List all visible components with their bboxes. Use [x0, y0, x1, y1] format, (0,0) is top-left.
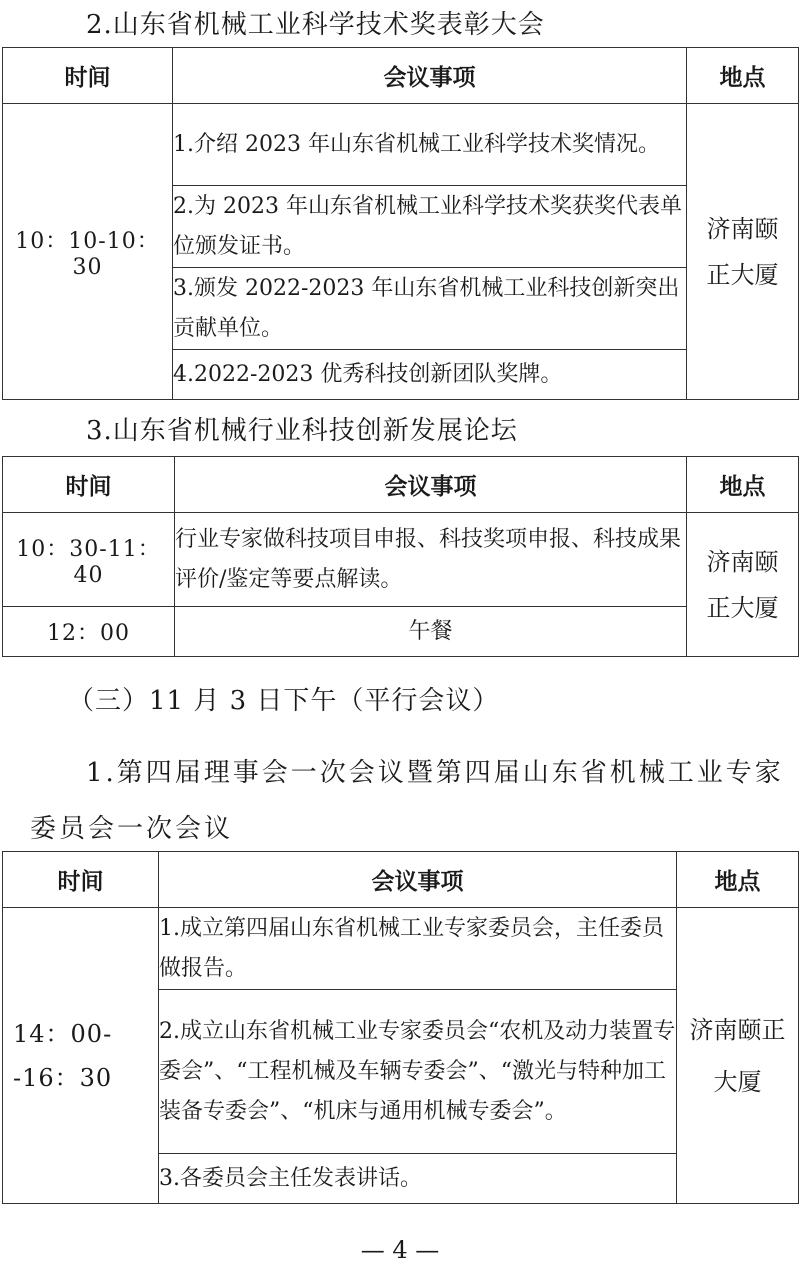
time-cell: 10：30-11：40	[3, 513, 175, 607]
header-agenda: 会议事项	[175, 457, 687, 513]
header-time: 时间	[3, 48, 173, 104]
time-cell: 12：00	[3, 607, 175, 657]
agenda-item: 行业专家做科技项目申报、科技奖项申报、科技成果评价/鉴定等要点解读。	[175, 513, 687, 607]
section-heading-line2: 委员会一次会议	[30, 814, 234, 844]
header-agenda: 会议事项	[173, 48, 687, 104]
place-cell: 济南颐正大厦	[687, 513, 799, 657]
agenda-item: 3.各委员会主任发表讲话。	[159, 1154, 677, 1204]
time-cell: 10：10-10：30	[3, 104, 173, 400]
agenda-item: 1.介绍 2023 年山东省机械工业科学技术奖情况。	[173, 104, 687, 186]
place-cell: 济南颐正大厦	[677, 908, 799, 1204]
agenda-item: 2.为 2023 年山东省机械工业科学技术奖获奖代表单位颁发证书。	[173, 186, 687, 268]
header-place: 地点	[687, 48, 799, 104]
section-heading-line1: 1.第四届理事会一次会议暨第四届山东省机械工业专家	[86, 758, 784, 788]
header-time: 时间	[3, 852, 159, 908]
agenda-table-1	[2, 47, 799, 400]
agenda-item: 2.成立山东省机械工业专家委员会“农机及动力装置专委会”、“工程机械及车辆专委会”、“激光与特种加工装备专委会”、“机床与通用机械专委会”。	[159, 990, 677, 1154]
header-time: 时间	[3, 457, 175, 513]
agenda-table-2	[2, 456, 799, 657]
header-place: 地点	[687, 457, 799, 513]
agenda-item: 1.成立第四届山东省机械工业专家委员会，主任委员做报告。	[159, 908, 677, 990]
place-cell: 济南颐正大厦	[687, 104, 799, 400]
section-heading: 3.山东省机械行业科技创新发展论坛	[86, 416, 518, 446]
agenda-item: 4.2022-2023 优秀科技创新团队奖牌。	[173, 350, 687, 400]
section-heading: 2.山东省机械工业科学技术奖表彰大会	[86, 10, 545, 40]
time-cell: 14：00--16：30	[3, 908, 159, 1204]
header-place: 地点	[677, 852, 799, 908]
agenda-table-3	[2, 851, 799, 1204]
page-number: — 4 —	[360, 1236, 440, 1264]
header-agenda: 会议事项	[159, 852, 677, 908]
agenda-item: 3.颁发 2022-2023 年山东省机械工业科技创新突出贡献单位。	[173, 268, 687, 350]
agenda-item: 午餐	[175, 607, 687, 657]
afternoon-heading: （三）11 月 3 日下午（平行会议）	[68, 686, 500, 716]
